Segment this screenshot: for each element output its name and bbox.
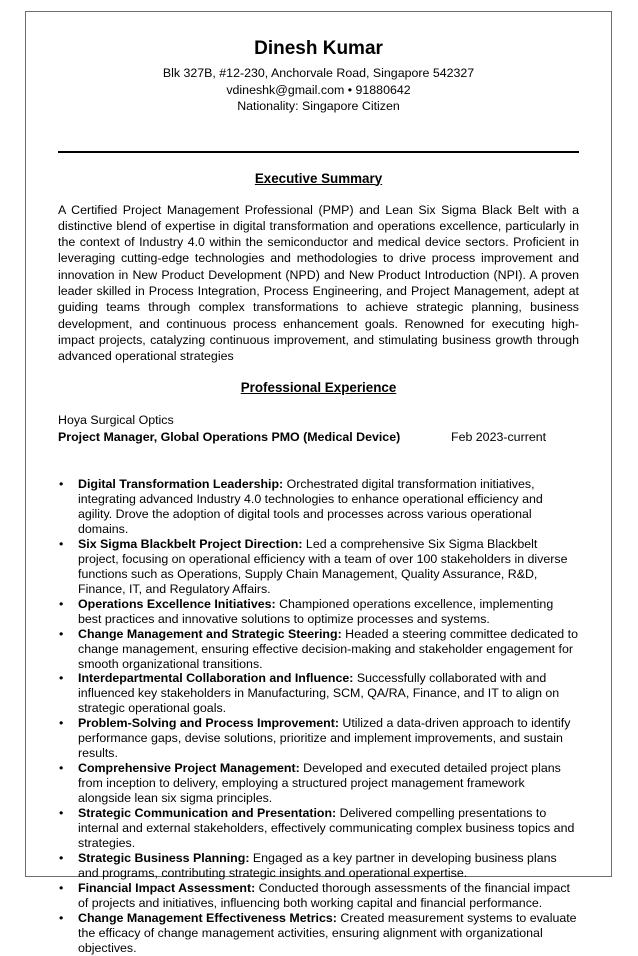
list-item [58,671,579,716]
bullet-icon: • [59,850,64,865]
bullet-text: Delivered compelling presentations to internal and external stakeholders, effectively communicating complex business topics and strategies. [78,806,575,850]
company-name: Hoya Surgical Optics [58,413,174,428]
bullet-title: Comprehensive Project Management: [78,761,300,776]
bullet-text: Successfully collaborated with and influenced key stakeholders in Manufacturing, SCM, QA/RA, Finance, and IT to align on strategic operational goals. [78,671,560,716]
resume-content [58,12,579,956]
bullet-title: Strategic Business Planning: [78,850,250,865]
bullet-text: Created measurement systems to evaluate the efficacy of change management activities, ensuring alignment with organizational objectives. [78,910,577,955]
header-divider [58,151,579,153]
list-item [58,851,579,881]
bullet-title: Change Management Effectiveness Metrics: [78,910,337,925]
bullet-title: Six Sigma Blackbelt Project Direction: [78,536,303,551]
experience-title: Professional Experience [240,380,397,396]
bullet-icon: • [59,536,64,551]
candidate-name: Dinesh Kumar [254,38,383,59]
nationality: Nationality: Singapore Citizen [237,99,400,113]
list-item [58,911,579,956]
job-role: Project Manager, Global Operations PMO (Medical Device) [58,429,401,444]
bullet-icon: • [59,910,64,925]
bullet-title: Operations Excellence Initiatives: [78,596,276,611]
list-item [58,806,579,851]
list-item [58,537,579,597]
bullet-title: Strategic Communication and Presentation: [78,806,337,821]
summary-title: Executive Summary [254,170,383,186]
bullet-text: Conducted thorough assessments of the financial impact of projects and initiatives, influencing both working capital and financial performance. [78,880,570,910]
bullet-icon: • [59,671,64,686]
list-item [58,761,579,806]
bullet-text: Championed operations excellence, implementing best practices and innovative solutions to optimize processes and systems. [78,596,554,626]
contact-block [58,65,579,115]
bullet-text: Utilized a data-driven approach to identify performance gaps, devise solutions, prioritize and implement improvements, and sustain results. [78,716,571,761]
bullet-title: Interdepartmental Collaboration and Influence: [78,671,354,686]
list-item [58,477,579,537]
list-item [58,881,579,911]
resume-page [25,11,612,955]
list-item [58,597,579,627]
address: Blk 327B, #12-230, Anchorvale Road, Singapore 542327 [162,66,475,80]
list-item [58,716,579,761]
bullet-text: Orchestrated digital transformation initiatives, integrating advanced Industry 4.0 technologies to enhance operational efficiency and agility. Drove the adoption of digital tools and processes across various operational domains. [78,477,543,536]
bullet-text: Headed a steering committee dedicated to change management, ensuring effective decision-making and stakeholder engagement for smooth organizational transitions. [78,626,578,671]
bullet-title: Financial Impact Assessment: [78,880,256,895]
bullet-title: Digital Transformation Leadership: [78,477,284,492]
bullet-icon: • [59,761,64,776]
bullet-icon: • [59,806,64,821]
bullet-text: Engaged as a key partner in developing business plans and programs, contributing strategic insights and operational expertise. [78,850,557,880]
bullet-icon: • [59,880,64,895]
list-item [58,627,579,672]
job-dates: Feb 2023-current [451,429,547,444]
email-phone: vdineshk@gmail.com • 91880642 [226,82,411,97]
bullet-icon: • [59,716,64,731]
experience-bullets [58,477,579,956]
summary-text: A Certified Project Management Professional (PMP) and Lean Six Sigma Black Belt with a distinctive blend of expertise in digital transformation and operations excellence, particularly in the context of Industry 4.0 within the semiconductor and medical device sectors. Proficient in leveraging cutting-edge technologies and methodologies to drive process improvement and innovation in New Product Development (NPD) and New Product Introduction (NPI). A proven leader skilled in Process Integration, Process Engineering, and Project Management, adept at guiding teams through complex transformations to achieve strategic planning, business development, and continuous process enhancement goals. Renowned for executing high-impact projects, catalyzing continuous improvement, and stimulating business growth through advanced operational strategies [58,202,579,364]
job-line [58,429,579,445]
bullet-icon: • [59,596,64,611]
bullet-title: Problem-Solving and Process Improvement: [78,716,339,731]
bullet-icon: • [59,626,64,641]
bullet-icon: • [59,477,64,492]
bullet-title: Change Management and Strategic Steering: [78,626,342,641]
bullet-text: Developed and executed detailed project plans from inception to delivery, employing a structured project management framework alongside lean six sigma principles. [78,761,561,806]
bullet-text: Led a comprehensive Six Sigma Blackbelt project, focusing on operational efficiency with a team of over 100 stakeholders in diverse functions such as Operations, Supply Chain Management, Quality Assurance, R&D, Finance, IT, and Regulatory Affairs. [78,536,568,596]
